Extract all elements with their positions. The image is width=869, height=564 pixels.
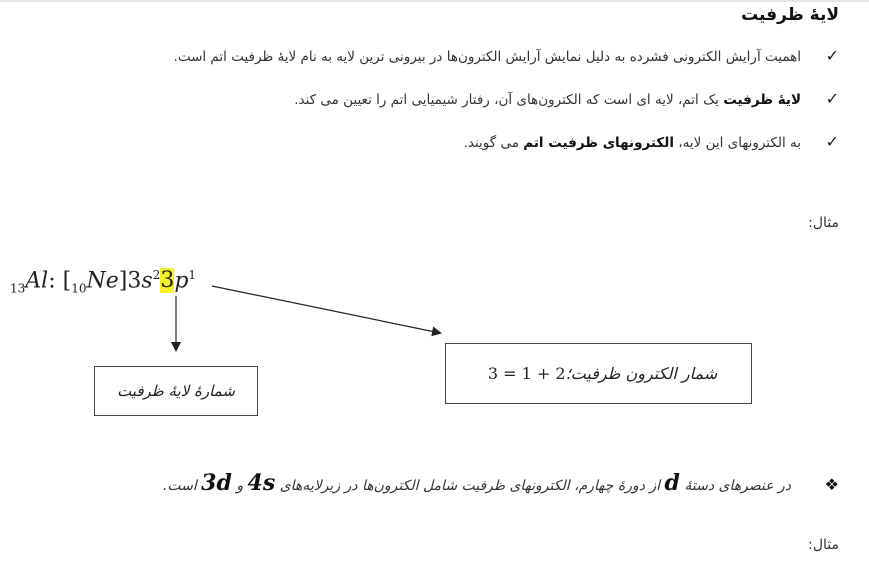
- note-part-3: و: [231, 478, 248, 494]
- highlighted-shell-number: 3: [160, 268, 175, 294]
- check-icon: ✓: [825, 46, 839, 65]
- electron-configuration-formula: [10, 268, 196, 296]
- formula-colon: :: [48, 268, 56, 294]
- section-title: لایۀ ظرفیت: [741, 5, 839, 25]
- bullet-text: به الکترونهای این لایه،: [673, 135, 801, 151]
- valence-layer-number-box: [94, 366, 258, 416]
- example-label: مثال:: [808, 215, 839, 231]
- note-part-2: از دورۀ چهارم، الکترونهای ظرفیت شامل الکترون‌ها در زیرلایه‌های: [275, 478, 665, 494]
- bullet-bold-text: لایۀ ظرفیت: [723, 92, 801, 108]
- note-3d: 3d: [201, 470, 232, 496]
- check-icon: ✓: [825, 89, 839, 108]
- bullet-item-3: [19, 132, 839, 151]
- core-symbol: Ne: [86, 268, 119, 294]
- check-icon: ✓: [825, 132, 839, 151]
- bullet-text-end: می گویند.: [463, 135, 524, 151]
- s-electron-count: 2: [152, 268, 161, 282]
- core-close-bracket: ]: [118, 268, 128, 294]
- core-atomic-number: 10: [71, 281, 87, 296]
- valence-electron-count-box: [445, 343, 752, 404]
- note-d-block: d: [664, 470, 680, 496]
- bullet-text: اهمیت آرایش الکترونی فشرده به دلیل نمایش آرایش الکترون‌ها در بیرونی ترین لایه به نام لایۀ ظرفیت اتم است.: [173, 49, 801, 65]
- s-shell-number: 3: [127, 268, 142, 294]
- bullet-bold-text: الکترونهای ظرفیت اتم: [523, 135, 674, 151]
- note-part-1: در عنصرهای دستۀ: [679, 478, 791, 494]
- element-symbol: Al: [25, 268, 49, 294]
- p-electron-count: 1: [188, 268, 197, 282]
- diamond-bullet-icon: ❖: [824, 475, 839, 494]
- d-block-note: [19, 470, 839, 496]
- p-orbital: p: [174, 268, 189, 294]
- bullet-item-1: [19, 46, 839, 65]
- note-4s: 4s: [247, 470, 276, 496]
- s-orbital: s: [141, 268, 153, 294]
- valence-count-label: شمار الکترون ظرفیت؛: [565, 364, 718, 383]
- note-part-4: است.: [162, 478, 202, 494]
- top-border: [0, 0, 869, 2]
- atomic-number: 13: [10, 281, 26, 296]
- bullet-item-2: [19, 89, 839, 108]
- example-label-2: مثال:: [808, 537, 839, 553]
- valence-count-equation: 2 + 1 = 3: [487, 364, 566, 383]
- arrow-to-count-box: [212, 286, 440, 333]
- valence-layer-number-text: شمارۀ لایۀ ظرفیت: [117, 382, 235, 400]
- core-open-bracket: [: [62, 268, 72, 294]
- bullet-text: یک اتم، لایه ای است که الکترون‌های آن، رفتار شیمیایی اتم را تعیین می کند.: [294, 92, 724, 108]
